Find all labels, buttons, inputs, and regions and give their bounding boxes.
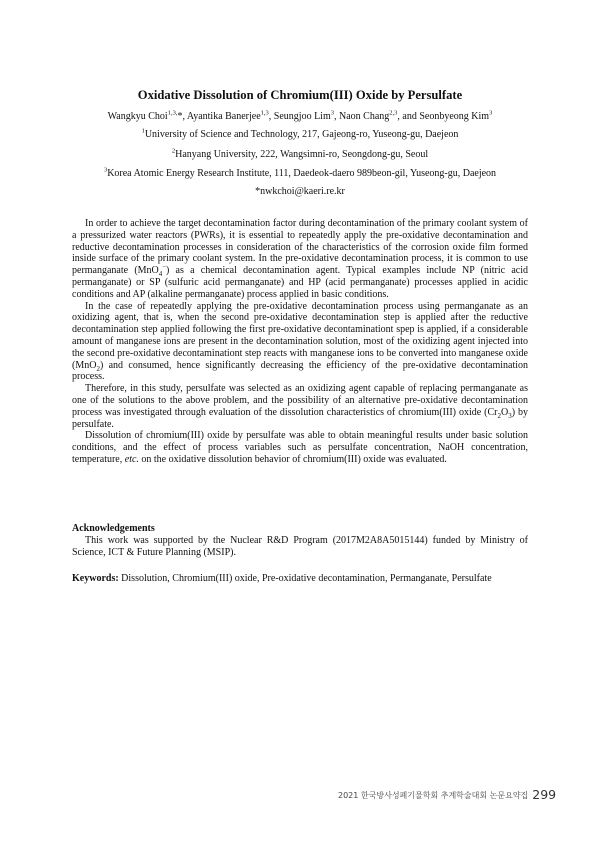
subscript: 4 — [158, 270, 163, 279]
superscript: − — [162, 263, 166, 271]
keywords — [72, 573, 528, 585]
author-name: Ayantika Banerjee — [186, 111, 261, 122]
paragraph-text: Dissolution of chromium(III) oxide by persulfate was able to obtain meaningful results under basic solution conditions, and the effect of process variables such as persulfate concentration, NaOH concentration, temperature, — [72, 430, 528, 465]
paragraph-text: ) as a chemical decontamination agent. Typical examples include NP (nitric acid permanganate) or SP (sulfuric acid permanganate) and HP (acid permanganate) processes applied in acidic conditions and AP (alkaline permanganate) process applied in basic conditions. — [72, 265, 528, 300]
author-separator: , — [268, 111, 274, 122]
author-list — [72, 111, 528, 122]
affiliation-3 — [72, 168, 528, 179]
affiliation-text: University of Science and Technology, 217, Gajeong-ro, Yuseong-gu, Daejeon — [144, 129, 459, 140]
affiliation-mark: 3 — [103, 166, 108, 174]
paper-title: Oxidative Dissolution of Chromium(III) Oxide by Persulfate — [137, 88, 463, 102]
affiliation-1 — [72, 129, 528, 140]
paragraph-text: Therefore, in this study, persulfate was selected as an oxidizing agent capable of replacing permanganate as one of the solutions to the above problem, and the possibility of an alternative pre-oxidative decontamination process was investigated through evaluation of the dissolution characteristics of chromium(III) oxide (Cr — [72, 383, 528, 418]
author-affiliation-mark: 3 — [330, 109, 334, 117]
paragraph-2 — [72, 301, 528, 384]
affiliation-text: Hanyang University, 222, Wangsimni-ro, Seongdong-gu, Seoul — [175, 149, 429, 160]
acknowledgements-heading: Acknowledgements — [72, 523, 155, 534]
paragraph-text: In the case of repeatedly applying the pre-oxidative decontamination process using permanganate as an oxidizing agent, that is, when the second pre-oxidative decontamination step is applied after the reductive decontamination step applied following the first pre-oxidative decontaminationt spep is applied, if a considerable amount of manganese ions are present in the decontamination solution, most of the oxidizing agent injected into the second pre-oxidative decontaminationt step reacts with manganese ions to be converted into manganese oxide (MnO — [72, 300, 528, 371]
subscript: 2 — [96, 364, 100, 373]
author-separator: , and — [397, 111, 420, 122]
affiliation-mark: 2 — [171, 147, 176, 155]
page-number: 299 — [532, 787, 557, 802]
author-name: Naon Chang — [339, 111, 390, 122]
paragraph-text: ) and consumed, hence significantly decreasing the efficiency of the pre-oxidative decontamination process. — [72, 359, 528, 383]
abstract-body — [72, 218, 528, 466]
author-affiliation-mark: 1,3, — [167, 109, 178, 117]
author-separator: , — [334, 111, 339, 122]
keywords-label: Keywords: — [72, 573, 119, 584]
author-name: Wangkyu Choi — [107, 111, 168, 122]
affiliation-text: Korea Atomic Energy Research Institute, 111, Daedeok-daero 989beon-gil, Yuseong-gu, Daejeon — [107, 168, 497, 179]
paragraph-1 — [72, 218, 528, 301]
author-affiliation-mark: 2,3 — [389, 109, 398, 117]
author-separator: *, — [177, 111, 187, 122]
author-affiliation-mark: 1,3 — [260, 109, 269, 117]
affiliation-mark: 1 — [141, 127, 145, 135]
author-affiliation-mark: 3 — [489, 109, 493, 117]
emphasis-text: etc. — [124, 453, 139, 465]
proceedings-title: 2021 한국방사성폐기물학회 추계학술대회 논문요약집 — [338, 791, 529, 800]
paragraph-text: O — [500, 406, 509, 418]
affiliation-2 — [72, 149, 528, 160]
page-footer — [338, 787, 557, 802]
paragraph-4 — [72, 430, 528, 465]
author-name: Seonbyeong Kim — [419, 111, 490, 122]
keywords-text: Dissolution, Chromium(III) oxide, Pre-oxidative decontamination, Permanganate, Persulfate — [118, 573, 492, 584]
paragraph-text: ) by persulfate. — [72, 406, 528, 430]
subscript: 2 — [497, 411, 501, 420]
paragraph-3 — [72, 383, 528, 430]
subscript: 3 — [508, 411, 512, 420]
paragraph-text: In order to achieve the target decontamination factor during decontamination of the primary coolant system of a pressurized water reactors (PWRs), it is essential to repeatedly apply the pre-oxidative decontamination and reductive decontamination processes in consideration of the characteristics of the corrosion oxide film formed inside surface of the primary coolant system. In the pre-oxidative decontamination process, it is common to use permanganate (MnO — [72, 218, 528, 277]
acknowledgements-text: This work was supported by the Nuclear R&D Program (2017M2A8A5015144) funded by Ministry of Science, ICT & Future Planning (MSIP). — [72, 535, 528, 558]
paragraph-text: on the oxidative dissolution behavior of chromium(III) oxide was evaluated. — [138, 453, 447, 465]
corresponding-email: *nwkchoi@kaeri.re.kr — [255, 186, 345, 197]
author-name: Seungjoo Lim — [273, 111, 331, 122]
